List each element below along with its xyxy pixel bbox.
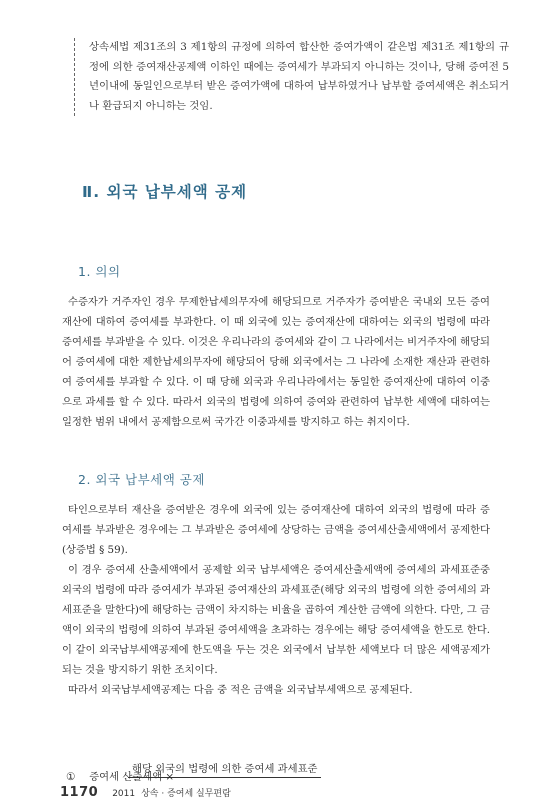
subsection-title-2: 2. 외국 납부세액 공제: [78, 472, 205, 487]
subsection-1-paragraph: [62, 292, 490, 432]
quoted-ruling: 상속세법 제31조의 3 제1항의 규정에 의하여 합산한 증여가액이 같은법 제31조 제1항의 규정에 의한 증여재산공제액 이하인 때에는 증여세가 부과되지 아니하는 것이나, 당해 증여전 5년이내에 동일인으로부터 받은 증여가액에 대하여 납부하였거나 납부할 증여세액은 취소되거나 환급되지 아니하는 것임.: [74, 38, 509, 116]
page-footer-bar: [60, 786, 500, 800]
section-title: Ⅱ. 외국 납부세액 공제: [82, 183, 248, 201]
subsection-2-paragraph-3: 따라서 외국납부세액공제는 다음 중 적은 금액을 외국납부세액으로 공제된다.: [68, 684, 413, 696]
subsection-2-paragraph-1: 타인으로부터 재산을 증여받은 경우에 외국에 있는 증여재산에 대하여 외국의 법령에 따라 증여세를 부과받은 경우에는 그 부과받은 증여세에 상당하는 금액을 증여세산출세액에서 공제한다(상증법 § 59).: [62, 504, 490, 556]
footer-year: 2011: [112, 789, 136, 799]
formula-left-term: 증여세 산출세액 ×: [89, 771, 175, 783]
page-number: 1170: [60, 785, 99, 800]
subsection-2-paragraph-2: 이 경우 증여세 산출세액에서 공제할 외국 납부세액은 증여세산출세액에 증여세의 과세표준중 외국의 법령에 따라 증여세가 부과된 증여재산의 과세표준(해당 외국의 법령에 의한 증여세의 과세표준을 말한다)에 해당하는 금액이 차지하는 비율을 곱하여 계산한 금액에 의한다. 다만, 그 금액이 외국의 법령에 의하여 부과된 증여세액을 초과하는 경우에는 해당 증여세액을 한도로 한다. 이 같이 외국납부세액공제에 한도액을 두는 것은 외국에서 납부한 세액보다 더 많은 세액공제가 되는 것을 방지하기 위한 조치이다.: [62, 564, 490, 676]
subsection-1-text: 수증자가 거주자인 경우 무제한납세의무자에 해당되므로 거주자가 증여받은 국내외 모든 증여재산에 대하여 증여세를 부과한다. 이 때 외국에 있는 증여재산에 대하여는 외국의 법령에 따라 증여세를 부과받을 수 있다. 이것은 우리나라의 증여세와 같이 그 나라에서는 비거주자에 해당되어 증여세에 대한 제한납세의무자에 해당되어 당해 외국에서는 그 나라에 소재한 재산과 관련하여 증여세를 부과할 수 있다. 이 때 당해 외국과 우리나라에서는 동일한 증여재산에 대하여 이중으로 과세를 할 수 있다. 따라서 외국의 법령에 의하여 증여와 관련하여 납부한 세액에 대하여는 일정한 범위 내에서 공제함으로써 국가간 이중과세를 방지하고 하는 취지이다.: [62, 296, 490, 428]
footer-book-title: 상속 · 증여세 실무편람: [141, 789, 231, 799]
formula-marker: ①: [66, 771, 76, 783]
formula-numerator: 해당 외국의 법령에 의한 증여세 과세표준: [128, 760, 321, 778]
formula: [66, 768, 174, 783]
subsection-title-1: 1. 의의: [78, 264, 121, 279]
subsection-2-paragraphs: [62, 500, 490, 700]
